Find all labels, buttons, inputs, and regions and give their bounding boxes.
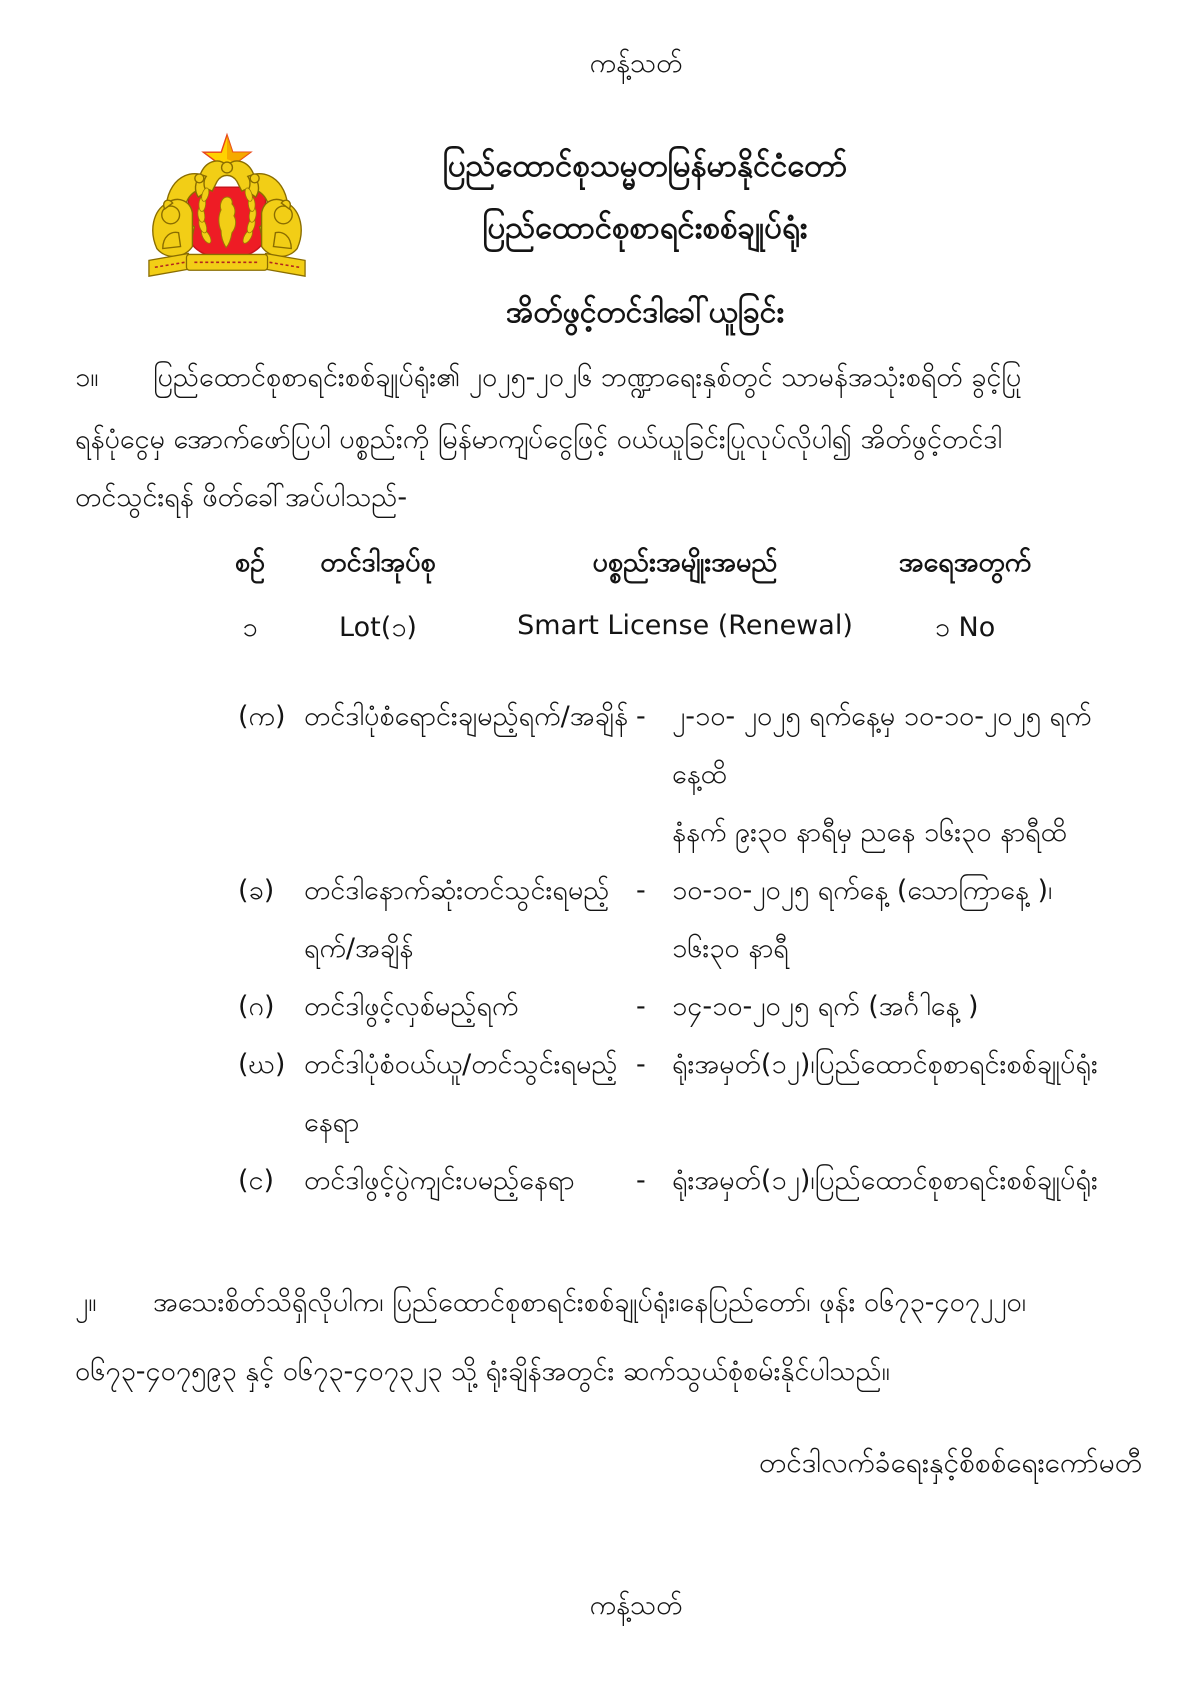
table-cell-lot-group: Lot(၁) <box>339 612 417 643</box>
paragraph-1-line-2: ရန်ပုံငွေမှ အောက်ဖော်ပြပါ ပစ္စည်းကို မြန်မာကျပ်ငွေဖြင့် ဝယ်ယူခြင်းပြုလုပ်လိုပါ၍ အိတ်ဖွင့်တင်ဒါ <box>75 424 1003 455</box>
schedule-item-nga <box>238 1152 1160 1210</box>
tender-schedule-list <box>238 688 1160 1210</box>
item-name: တင်ဒါပုံစံဝယ်ယူ/တင်သွင်းရမည့် <box>304 1049 618 1080</box>
item-label: (ဃ) <box>238 1049 286 1080</box>
item-name: တင်ဒါဖွင့်လှစ်မည့်ရက် <box>304 991 519 1022</box>
table-cell-item-description: Smart License (Renewal) <box>517 610 853 641</box>
item-label: (ဂ) <box>238 991 275 1022</box>
paragraph-1-line-3: တင်သွင်းရန် ဖိတ်ခေါ်အပ်ပါသည်- <box>75 482 408 513</box>
office-title: ပြည်ထောင်စုစာရင်းစစ်ချုပ်ရုံး <box>482 210 808 246</box>
table-header-serial: စဉ် <box>234 547 266 578</box>
item-dash: - <box>636 991 646 1022</box>
table-header-quantity: အရေအတွက် <box>898 547 1032 578</box>
item-value: ၂-၁၀- ၂၀၂၅ ရက်နေ့မှ ၁၀-၁၀-၂၀၂၅ ရက် <box>672 701 1092 732</box>
paragraph-1-text: ပြည်ထောင်စုစာရင်းစစ်ချုပ်ရုံး၏ ၂၀၂၅-၂၀၂၆ ဘဏ္ဍာရေးနှစ်တွင် သာမန်အသုံးစရိတ် ခွင့်ပြု <box>153 362 1022 393</box>
item-value: နေ့ထိ <box>672 759 727 790</box>
item-dash: - <box>636 1165 646 1196</box>
paragraph-1-line-1 <box>75 358 1021 398</box>
paragraph-2-line-1 <box>75 1283 1026 1323</box>
paragraph-2-line-2: ၀၆၇၃-၄၀၇၅၉၃ နှင့် ၀၆၇၃-၄၀၇၃၂၃ သို့ ရုံးချိန်အတွင်း ဆက်သွယ်စုံစမ်းနိုင်ပါသည်။ <box>75 1356 890 1387</box>
item-name: နေရာ <box>304 1107 360 1138</box>
item-name: တင်ဒါပုံစံရောင်းချမည့်ရက်/အချိန် <box>304 701 628 732</box>
item-name: ရက်/အချိန် <box>304 933 414 964</box>
item-dash: - <box>636 701 646 732</box>
item-dash: - <box>636 875 646 906</box>
classification-label-bottom: ကန့်သတ် <box>589 1590 683 1621</box>
item-value: ရုံးအမှတ်(၁၂)၊ပြည်ထောင်စုစာရင်းစစ်ချုပ်ရုံး <box>672 1049 1098 1080</box>
paragraph-2-text: အသေးစိတ်သိရှိလိုပါက၊ ပြည်ထောင်စုစာရင်းစစ်ချုပ်ရုံး၊နေပြည်တော်၊ ဖုန်း ၀၆၇၃-၄၀၇၂၂၀၊ <box>153 1287 1026 1318</box>
item-name: တင်ဒါနောက်ဆုံးတင်သွင်းရမည့် <box>304 875 610 906</box>
item-label: (က) <box>238 701 286 732</box>
item-value: ၁၀-၁၀-၂၀၂၅ ရက်နေ့ (သောကြာနေ့ )၊ <box>672 875 1053 906</box>
schedule-item-kha <box>238 862 1160 978</box>
classification-label-top: ကန့်သတ် <box>589 48 683 79</box>
table-header-lot-group: တင်ဒါအုပ်စု <box>320 547 436 578</box>
paragraph-2-number: ၂။ <box>75 1287 97 1318</box>
schedule-item-gha <box>238 1036 1160 1152</box>
item-value: နံနက် ၉း၃၀ နာရီမှ ညနေ ၁၆း၃၀ နာရီထိ <box>672 817 1067 848</box>
table-cell-serial: ၁ <box>242 612 258 643</box>
item-value: ရုံးအမှတ်(၁၂)၊ပြည်ထောင်စုစာရင်းစစ်ချုပ်ရုံး <box>672 1165 1098 1196</box>
paragraph-1-number: ၁။ <box>75 362 99 393</box>
item-label: (ခ) <box>238 875 275 906</box>
schedule-item-ga <box>238 978 1160 1036</box>
item-name: တင်ဒါဖွင့်ပွဲကျင်းပမည့်နေရာ <box>304 1165 575 1196</box>
table-cell-quantity: ၁ No <box>934 612 996 643</box>
signature-committee: တင်ဒါလက်ခံရေးနှင့်စိစစ်ရေးကော်မတီ <box>758 1446 1142 1479</box>
document-title: အိတ်ဖွင့်တင်ဒါခေါ်ယူခြင်း <box>505 295 785 330</box>
item-value: ၁၆း၃၀ နာရီ <box>672 933 789 964</box>
item-label: (င) <box>238 1165 275 1196</box>
state-title: ပြည်ထောင်စုသမ္မတမြန်မာနိုင်ငံတော် <box>442 148 848 184</box>
item-value: ၁၄-၁၀-၂၀၂၅ ရက် (အင်္ဂါနေ့ ) <box>672 991 979 1022</box>
item-dash: - <box>636 1049 646 1080</box>
table-header-item-description: ပစ္စည်းအမျိုးအမည် <box>592 547 778 578</box>
schedule-item-ka <box>238 688 1160 862</box>
